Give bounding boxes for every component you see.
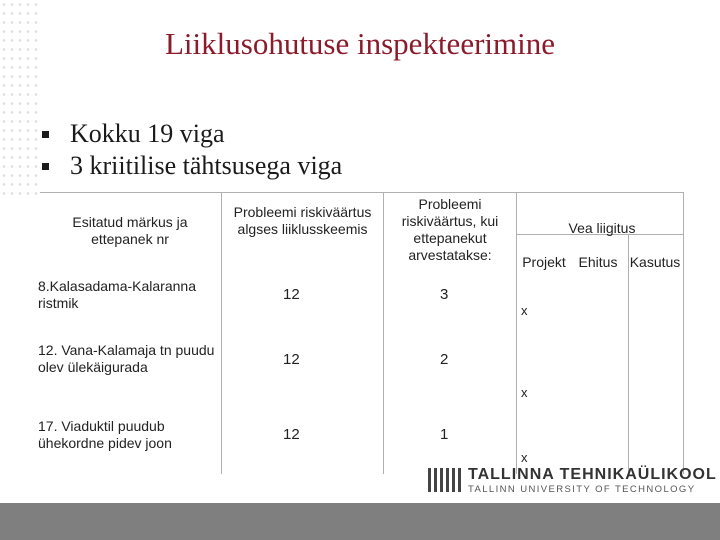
revised-risk-value: 2	[440, 351, 449, 368]
square-bullet-icon	[42, 163, 49, 170]
logo-line-english: TALLINN UNIVERSITY OF TECHNOLOGY	[468, 484, 696, 495]
footer-bar	[0, 503, 720, 540]
grid-line	[40, 192, 684, 193]
row-label: 17. Viaduktil puudub ühekordne pidev joon	[38, 418, 172, 451]
square-bullet-icon	[42, 131, 49, 138]
row-label: 8.Kalasadama-Kalaranna ristmik	[38, 278, 196, 311]
bullet-list	[40, 118, 342, 182]
error-type-mark: x	[521, 385, 528, 400]
university-logo	[428, 466, 717, 496]
bullet-item	[40, 150, 342, 182]
row-label: 12. Vana-Kalamaja tn puudu olev ülekäigurada	[38, 342, 215, 375]
initial-risk-value: 12	[283, 351, 300, 368]
error-type-mark: x	[521, 450, 528, 465]
revised-risk-value: 1	[440, 426, 449, 443]
header-error-type: Vea liigitus	[568, 220, 636, 236]
slide-title: Liiklusohutuse inspekteerimine	[164, 26, 555, 61]
error-table	[40, 192, 684, 474]
grid-line	[383, 192, 384, 474]
subheader-projekt: Projekt	[522, 254, 566, 270]
grid-line	[221, 192, 222, 474]
error-type-mark: x	[521, 303, 528, 318]
bullet-text: 3 kriitilise tähtsusega viga	[70, 151, 343, 180]
subheader-ehitus: Ehitus	[578, 254, 618, 270]
header-revised-risk: Probleemi riskiväärtus, kui ettepanekut arvestatakse:	[401, 196, 499, 263]
initial-risk-value: 12	[283, 426, 300, 443]
revised-risk-value: 3	[440, 286, 449, 303]
initial-risk-value: 12	[283, 286, 300, 303]
subheader-kasutus: Kasutus	[629, 254, 681, 270]
logo-bars-icon	[428, 468, 462, 492]
bullet-item	[40, 118, 342, 150]
bullet-text: Kokku 19 viga	[70, 119, 225, 148]
header-remark: Esitatud märkus ja ettepanek nr	[72, 214, 188, 247]
header-initial-risk: Probleemi riskiväärtus algses liiklusskeemis	[233, 204, 372, 237]
logo-line-estonian: TALLINNA TEHNIKAÜLIKOOL	[468, 466, 717, 483]
